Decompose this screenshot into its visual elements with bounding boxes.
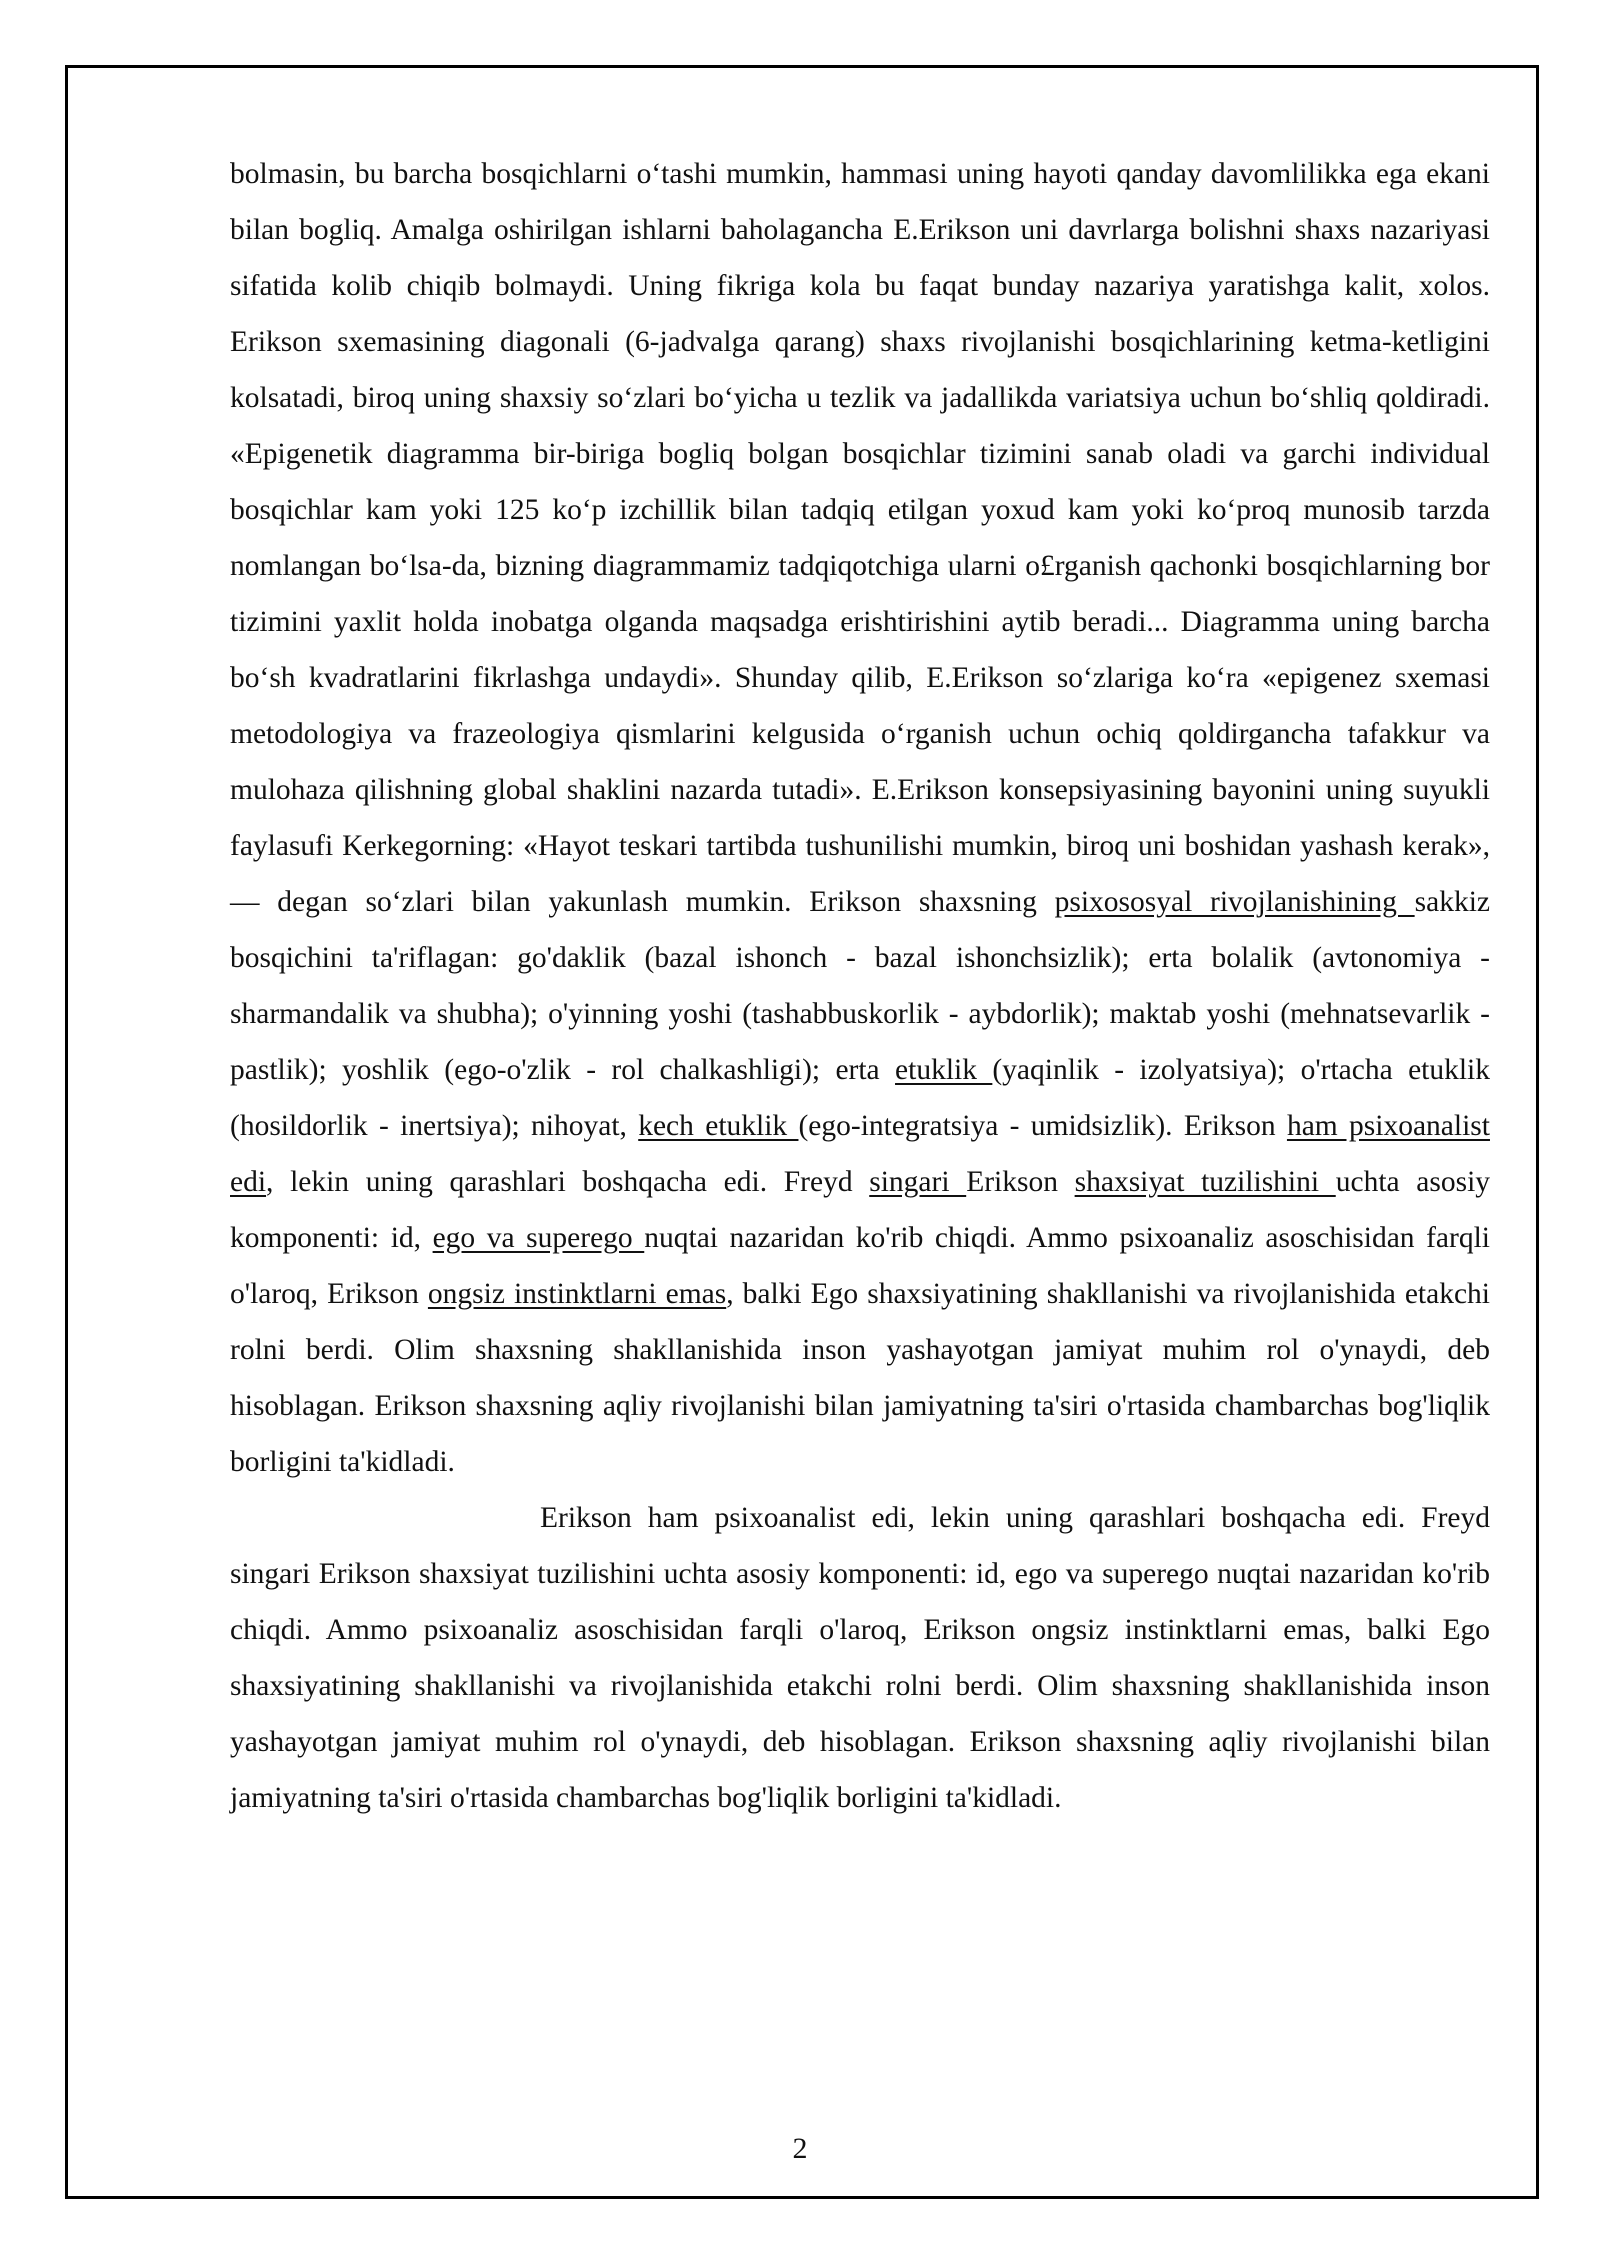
text-run: (yaqinlik - izolyatsiya); o'rtacha etuklik (hosildorlik - inertsiya); nihoyat, xyxy=(230,1054,1490,1142)
text-run: Erikson xyxy=(966,1166,1075,1198)
underlined-text: psixososyal rivojlanishining xyxy=(1054,886,1415,918)
underlined-text: ham psixoanalist edi xyxy=(230,1110,1490,1198)
text-run: , balki Ego shaxsiyatining shakllanishi va rivojlanishida etakchi rolni berdi. Olim shaxsning shakllanishida inson yashayotgan jamiyat muhim rol o'ynaydi, deb hisoblagan. Erikson shaxsning aqliy rivojlanishi bilan jamiyatning ta'siri o'rtasida chambarchas bog'liqlik borligini ta'kidladi. xyxy=(230,1278,1490,1478)
underlined-text: singari xyxy=(869,1166,967,1198)
paragraph-2: Erikson ham psixoanalist edi, lekin uning qarashlari boshqacha edi. Freyd singari Erikson shaxsiyat tuzilishini uchta asosiy komponenti: id, ego va superego nuqtai nazaridan ko'rib chiqdi. Ammo psixoanaliz asoschisidan farqli o'laroq, Erikson ongsiz instinktlarni emas, balki Ego shaxsiyatining shakllanishi va rivojlanishida etakchi rolni berdi. Olim shaxsning shakllanishida inson yashayotgan jamiyat muhim rol o'ynaydi, deb hisoblagan. Erikson shaxsning aqliy rivojlanishi bilan jamiyatning ta'siri o'rtasida chambarchas bog'liqlik borligini ta'kidladi. xyxy=(230,1502,1490,1814)
underlined-text: ego va superego xyxy=(432,1222,645,1254)
document-body xyxy=(230,146,1490,1826)
page-number: 2 xyxy=(792,2132,808,2165)
text-run: Erikson shaxsning xyxy=(791,886,1055,918)
underlined-text: shaxsiyat tuzilishini xyxy=(1074,1166,1336,1198)
underlined-text: kech etuklik xyxy=(638,1110,799,1142)
text-run: sakkiz bosqichini ta'riflagan: go'daklik (bazal ishonch - bazal ishonchsizlik); erta bolalik (avtonomiya - sharmandalik va shubha); o'yinning yoshi (tashabbuskorlik - aybdorlik); maktab yoshi (mehnatsevarlik - pastlik); yoshlik (ego-o'zlik - rol chalkashligi); erta xyxy=(230,886,1490,1086)
text-run: uchta asosiy komponenti: id, xyxy=(230,1166,1491,1254)
underlined-text: etuklik xyxy=(895,1054,993,1086)
text-run: nuqtai nazaridan ko'rib chiqdi. Ammo psixoanaliz asoschisidan farqli o'laroq, Erikson xyxy=(230,1222,1490,1310)
text-run: bolmasin, bu barcha bosqichlarni o‘tashi mumkin, hammasi uning hayoti qanday davomlilikka ega ekani bilan bogliq. Amalga oshirilgan ishlarni baholagancha E.Erikson uni davrlarga bolishni shaxs nazariyasi sifatida kolib chiqib bolmaydi. Uning fikriga kola bu faqat bunday nazariya yaratishga kalit, xolos. Erikson sxemasining diagonali (6-jadvalga qarang) shaxs rivojlanishi bosqichlarining ketma-ketligini kolsatadi, biroq uning shaxsiy so‘zlari bo‘yicha u tezlik va jadallikda variatsiya uchun bo‘shliq qoldiradi. «Epigenetik diagramma bir-biriga bogliq bolgan bosqichlar tizimini sanab oladi va garchi individual bosqichlar kam yoki 125 ko‘p izchillik bilan tadqiq etilgan yoxud kam yoki ko‘proq munosib tarzda nomlangan bo‘lsa-da, bizning diagrammamiz tadqiqotchiga ularni o£rganish qachonki bosqichlarning bor tizimini yaxlit holda inobatga olganda maqsadga erishtirishini aytib beradi... Diagramma uning barcha bo‘sh kvadratlarini fikrlashga undaydi». Shunday qilib, E.Erikson so‘zlariga ko‘ra «epigenez sxemasi metodologiya va frazeologiya qismlarini kelgusida o‘rganish uchun ochiq qoldirgancha tafakkur va mulohaza qilishning global shaklini nazarda tutadi». E.Erikson konsepsiyasining bayonini uning suyukli faylasufi Kerkegorning: «Hayot teskari tartibda tushunilishi mumkin, biroq uni boshidan yashash kerak», — degan so‘zlari bilan yakunlash mumkin. xyxy=(230,158,1490,918)
text-run: (ego-integratsiya - umidsizlik). Erikson xyxy=(798,1110,1287,1142)
text-run: , lekin uning qarashlari boshqacha edi. Freyd xyxy=(266,1166,870,1198)
underlined-text: ongsiz instinktlarni emas xyxy=(427,1278,727,1310)
paragraph-1 xyxy=(230,146,1490,1490)
